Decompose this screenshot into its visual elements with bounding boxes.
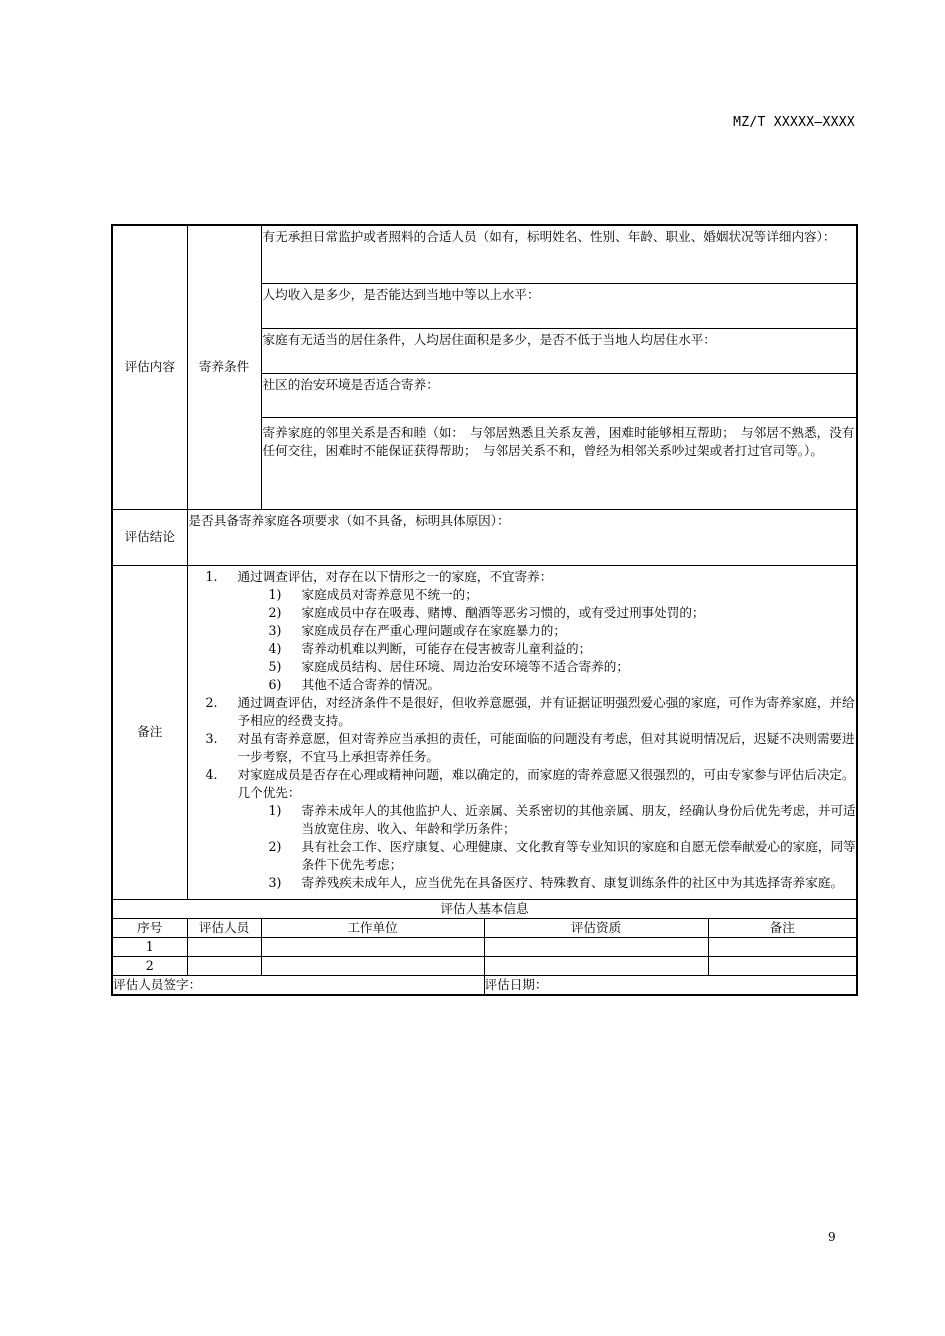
note-item [188,730,857,766]
note-text: 对虽有寄养意愿，但对寄养应当承担的责任，可能面临的问题没有考虑，但对其说明情况后，迟疑不决则需要进一步考察，不宜马上承担寄养任务。 [237,730,855,764]
sub-note-item [188,874,857,892]
sub-note-item [188,622,857,640]
note-number: 4. [205,766,218,782]
note-number: 3. [205,730,218,746]
sub-note-text: 家庭成员中存在吸毒、赌博、酗酒等恶劣习惯的，或有受过刑事处罚的； [301,604,705,620]
note-text: 对家庭成员是否存在心理或精神问题，难以确定的，而家庭的寄养意愿又很强烈的，可由专家参与评估后决定。几个优先： [237,766,855,800]
note-text: 通过调查评估，对经济条件不是很好，但收养意愿强，并有证据证明强烈爱心强的家庭，可作为寄养家庭，并给予相应的经费支持。 [237,694,855,728]
conclusion-text: 是否具备寄养家庭各项要求（如不具备，标明具体原因）： [187,509,857,565]
note-text: 通过调查评估，对存在以下情形之一的家庭，不宜寄养： [237,568,553,584]
sub-note-text: 寄养动机难以判断，可能存在侵害被寄儿童利益的； [301,640,592,656]
content-item: 家庭有无适当的居住条件，人均居住面积是多少，是否不低于当地人均居住水平： [261,328,857,373]
note-item [188,694,857,730]
column-header: 序号 [112,918,187,937]
remarks-notes [187,565,857,899]
sub-note-number: 2) [268,838,282,854]
column-header: 备注 [708,918,857,937]
sub-note-number: 2) [268,604,282,620]
qualification-cell[interactable] [484,937,708,956]
sub-note-item [188,586,857,604]
sub-note-item [188,640,857,658]
sub-note-text: 具有社会工作、医疗康复、心理健康、文化教育等专业知识的家庭和自愿无偿奉献爱心的家庭，同等条件下优先考虑； [301,838,856,872]
sub-note-text: 家庭成员对寄养意见不统一的； [301,586,478,602]
conclusion-label: 评估结论 [112,509,187,565]
sub-note-item [188,838,857,874]
sub-note-text: 家庭成员结构、居住环境、周边治安环境等不适合寄养的； [301,658,629,674]
sub-note-number: 3) [268,874,282,890]
row-number: 1 [112,937,187,956]
sub-note-text: 家庭成员存在严重心理问题或存在家庭暴力的； [301,622,566,638]
sub-note-number: 5) [268,658,282,674]
sub-note-number: 4) [268,640,282,656]
sub-note-item [188,676,857,694]
sub-note-item [188,604,857,622]
assessment-form-table [111,224,858,996]
column-header: 评估资质 [484,918,708,937]
sub-note-number: 3) [268,622,282,638]
assessor-table-header [112,918,857,937]
sub-note-item [188,802,857,838]
note-item [188,568,857,586]
work-unit-cell[interactable] [261,956,484,975]
table-row [112,956,857,975]
content-item: 人均收入是多少，是否能达到当地中等以上水平： [261,283,857,328]
page-number: 9 [828,1230,836,1244]
work-unit-cell[interactable] [261,937,484,956]
sub-label-fostering-conditions: 寄养条件 [187,225,261,509]
document-code: MZ/T XXXXX—XXXX [733,115,855,130]
signature-field[interactable]: 评估人员签字： [112,975,484,995]
note-number: 2. [205,694,218,710]
remarks-label: 备注 [112,565,187,899]
sub-note-text: 其他不适合寄养的情况。 [301,676,441,692]
sub-note-number: 1) [268,802,282,818]
remark-cell[interactable] [708,937,857,956]
sub-note-text: 寄养残疾未成年人，应当优先在具备医疗、特殊教育、康复训练条件的社区中为其选择寄养家庭。 [301,874,844,890]
content-item: 有无承担日常监护或者照料的合适人员（如有，标明姓名、性别、年龄、职业、婚姻状况等详细内容）： [261,225,857,283]
column-header: 工作单位 [261,918,484,937]
section-label-content: 评估内容 [112,225,187,509]
sub-note-item [188,658,857,676]
column-header: 评估人员 [187,918,261,937]
sub-note-number: 1) [268,586,282,602]
assessor-name-cell[interactable] [187,937,261,956]
remark-cell[interactable] [708,956,857,975]
note-item [188,766,857,802]
note-number: 1. [205,568,218,584]
content-item: 社区的治安环境是否适合寄养： [261,373,857,417]
content-item: 寄养家庭的邻里关系是否和睦（如： 与邻居熟悉且关系友善，困难时能够相互帮助； 与邻居不熟悉，没有任何交往，困难时不能保证获得帮助； 与邻居关系不和，曾经为相邻关系吵过架或者打过官司等。）。 [261,417,857,509]
sub-note-text: 寄养未成年人的其他监护人、近亲属、关系密切的其他亲属、朋友，经确认身份后优先考虑，并可适当放宽住房、收入、年龄和学历条件； [301,802,856,836]
assessor-info-title: 评估人基本信息 [112,899,857,918]
table-row [112,937,857,956]
row-number: 2 [112,956,187,975]
assessor-name-cell[interactable] [187,956,261,975]
qualification-cell[interactable] [484,956,708,975]
sub-note-number: 6) [268,676,282,692]
date-field[interactable]: 评估日期： [484,975,857,995]
